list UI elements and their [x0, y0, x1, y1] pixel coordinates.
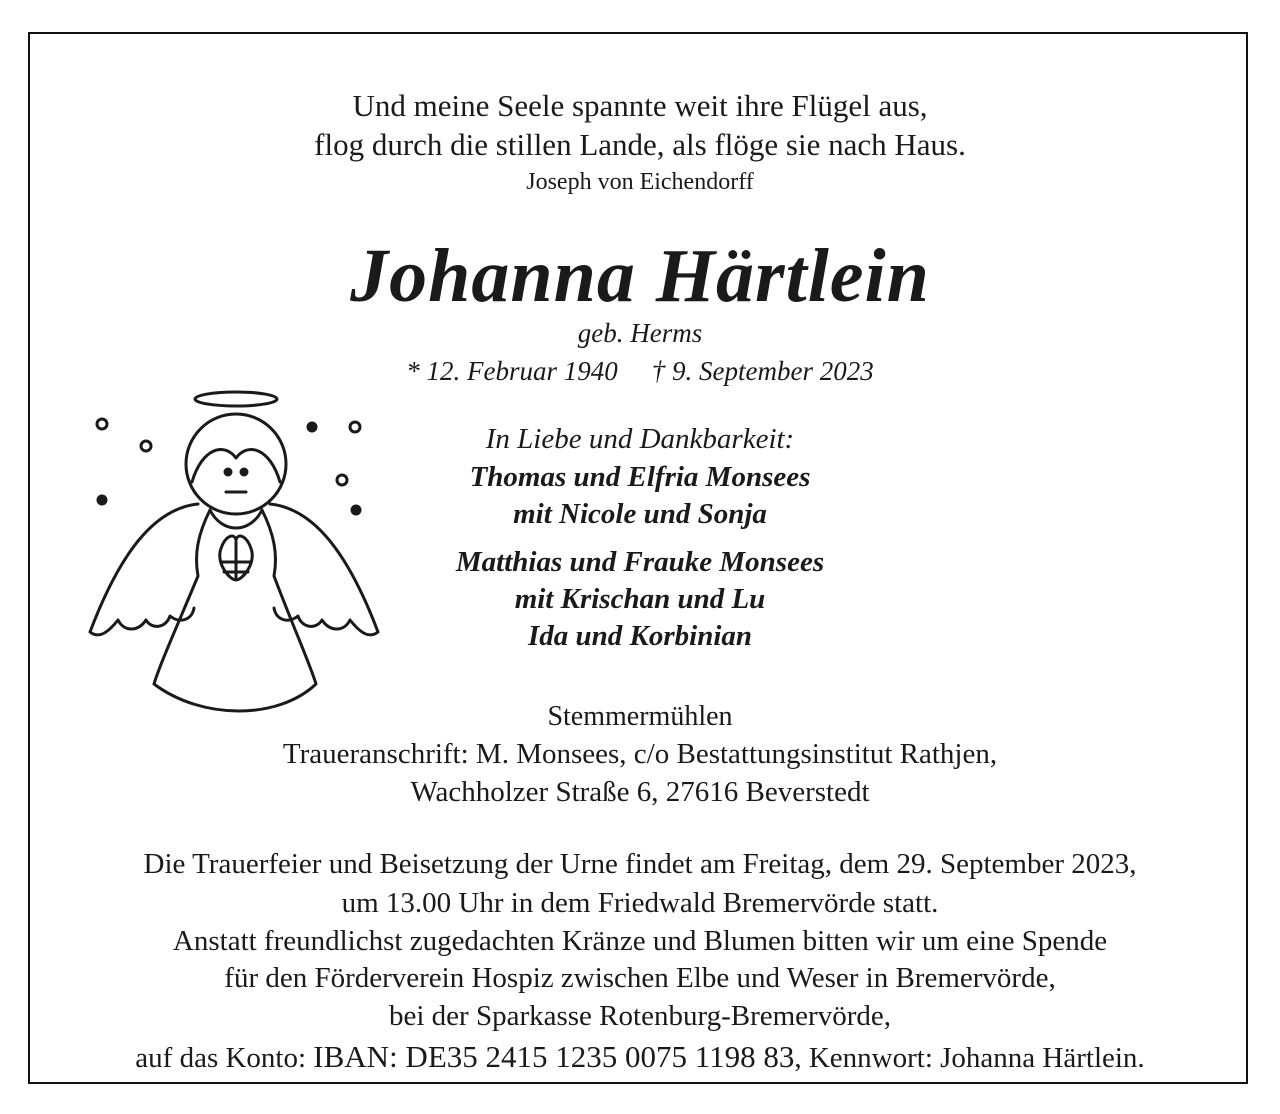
donation-line-1: Anstatt freundlichst zugedachten Kränze und Blumen bitten wir um eine Spende — [172, 925, 1108, 957]
donation-line-3: bei der Sparkasse Rotenburg-Bremervörde, — [389, 1000, 891, 1032]
mourning-address-line-2: Wachholzer Straße 6, 27616 Beverstedt — [410, 776, 870, 808]
iban: IBAN: DE35 2415 1235 0075 1198 83 — [313, 1039, 795, 1074]
residence-place: Stemmermühlen — [547, 701, 733, 732]
mourning-address-line-1: Traueranschrift: M. Monsees, c/o Bestattungsinstitut Rathjen, — [282, 738, 998, 770]
death-date: † 9. September 2023 — [651, 356, 874, 386]
birth-name: geb. Herms — [577, 318, 703, 348]
bank-account-line — [0, 1041, 1280, 1073]
account-prefix: auf das Konto: — [135, 1042, 314, 1074]
poem-line-1: Und meine Seele spannte weit ihre Flügel aus, — [352, 88, 928, 123]
family-1-line-2: mit Nicole und Sonja — [513, 498, 767, 530]
family-2-line-2: mit Krischan und Lu — [514, 583, 766, 615]
account-keyword: , Kennwort: Johanna Härtlein. — [794, 1042, 1145, 1074]
family-2-line-3: Ida und Korbinian — [527, 620, 753, 652]
donation-line-2: für den Förderverein Hospiz zwischen Elbe und Weser in Bremervörde, — [224, 962, 1056, 994]
mourners-intro: In Liebe und Dankbarkeit: — [485, 423, 795, 455]
ceremony-line-1: Die Trauerfeier und Beisetzung der Urne findet am Freitag, dem 29. September 2023, — [143, 848, 1137, 880]
ceremony-line-2: um 13.00 Uhr in dem Friedwald Bremervörde statt. — [341, 887, 939, 919]
poem-line-2: flog durch die stillen Lande, als flöge sie nach Haus. — [314, 127, 966, 162]
family-2-line-1: Matthias und Frauke Monsees — [455, 546, 825, 578]
family-1-line-1: Thomas und Elfria Monsees — [469, 461, 811, 493]
poem-author: Joseph von Eichendorff — [526, 169, 754, 195]
birth-date: * 12. Februar 1940 — [406, 356, 618, 386]
life-dates — [0, 358, 1280, 385]
deceased-name: Johanna Härtlein — [350, 234, 930, 318]
